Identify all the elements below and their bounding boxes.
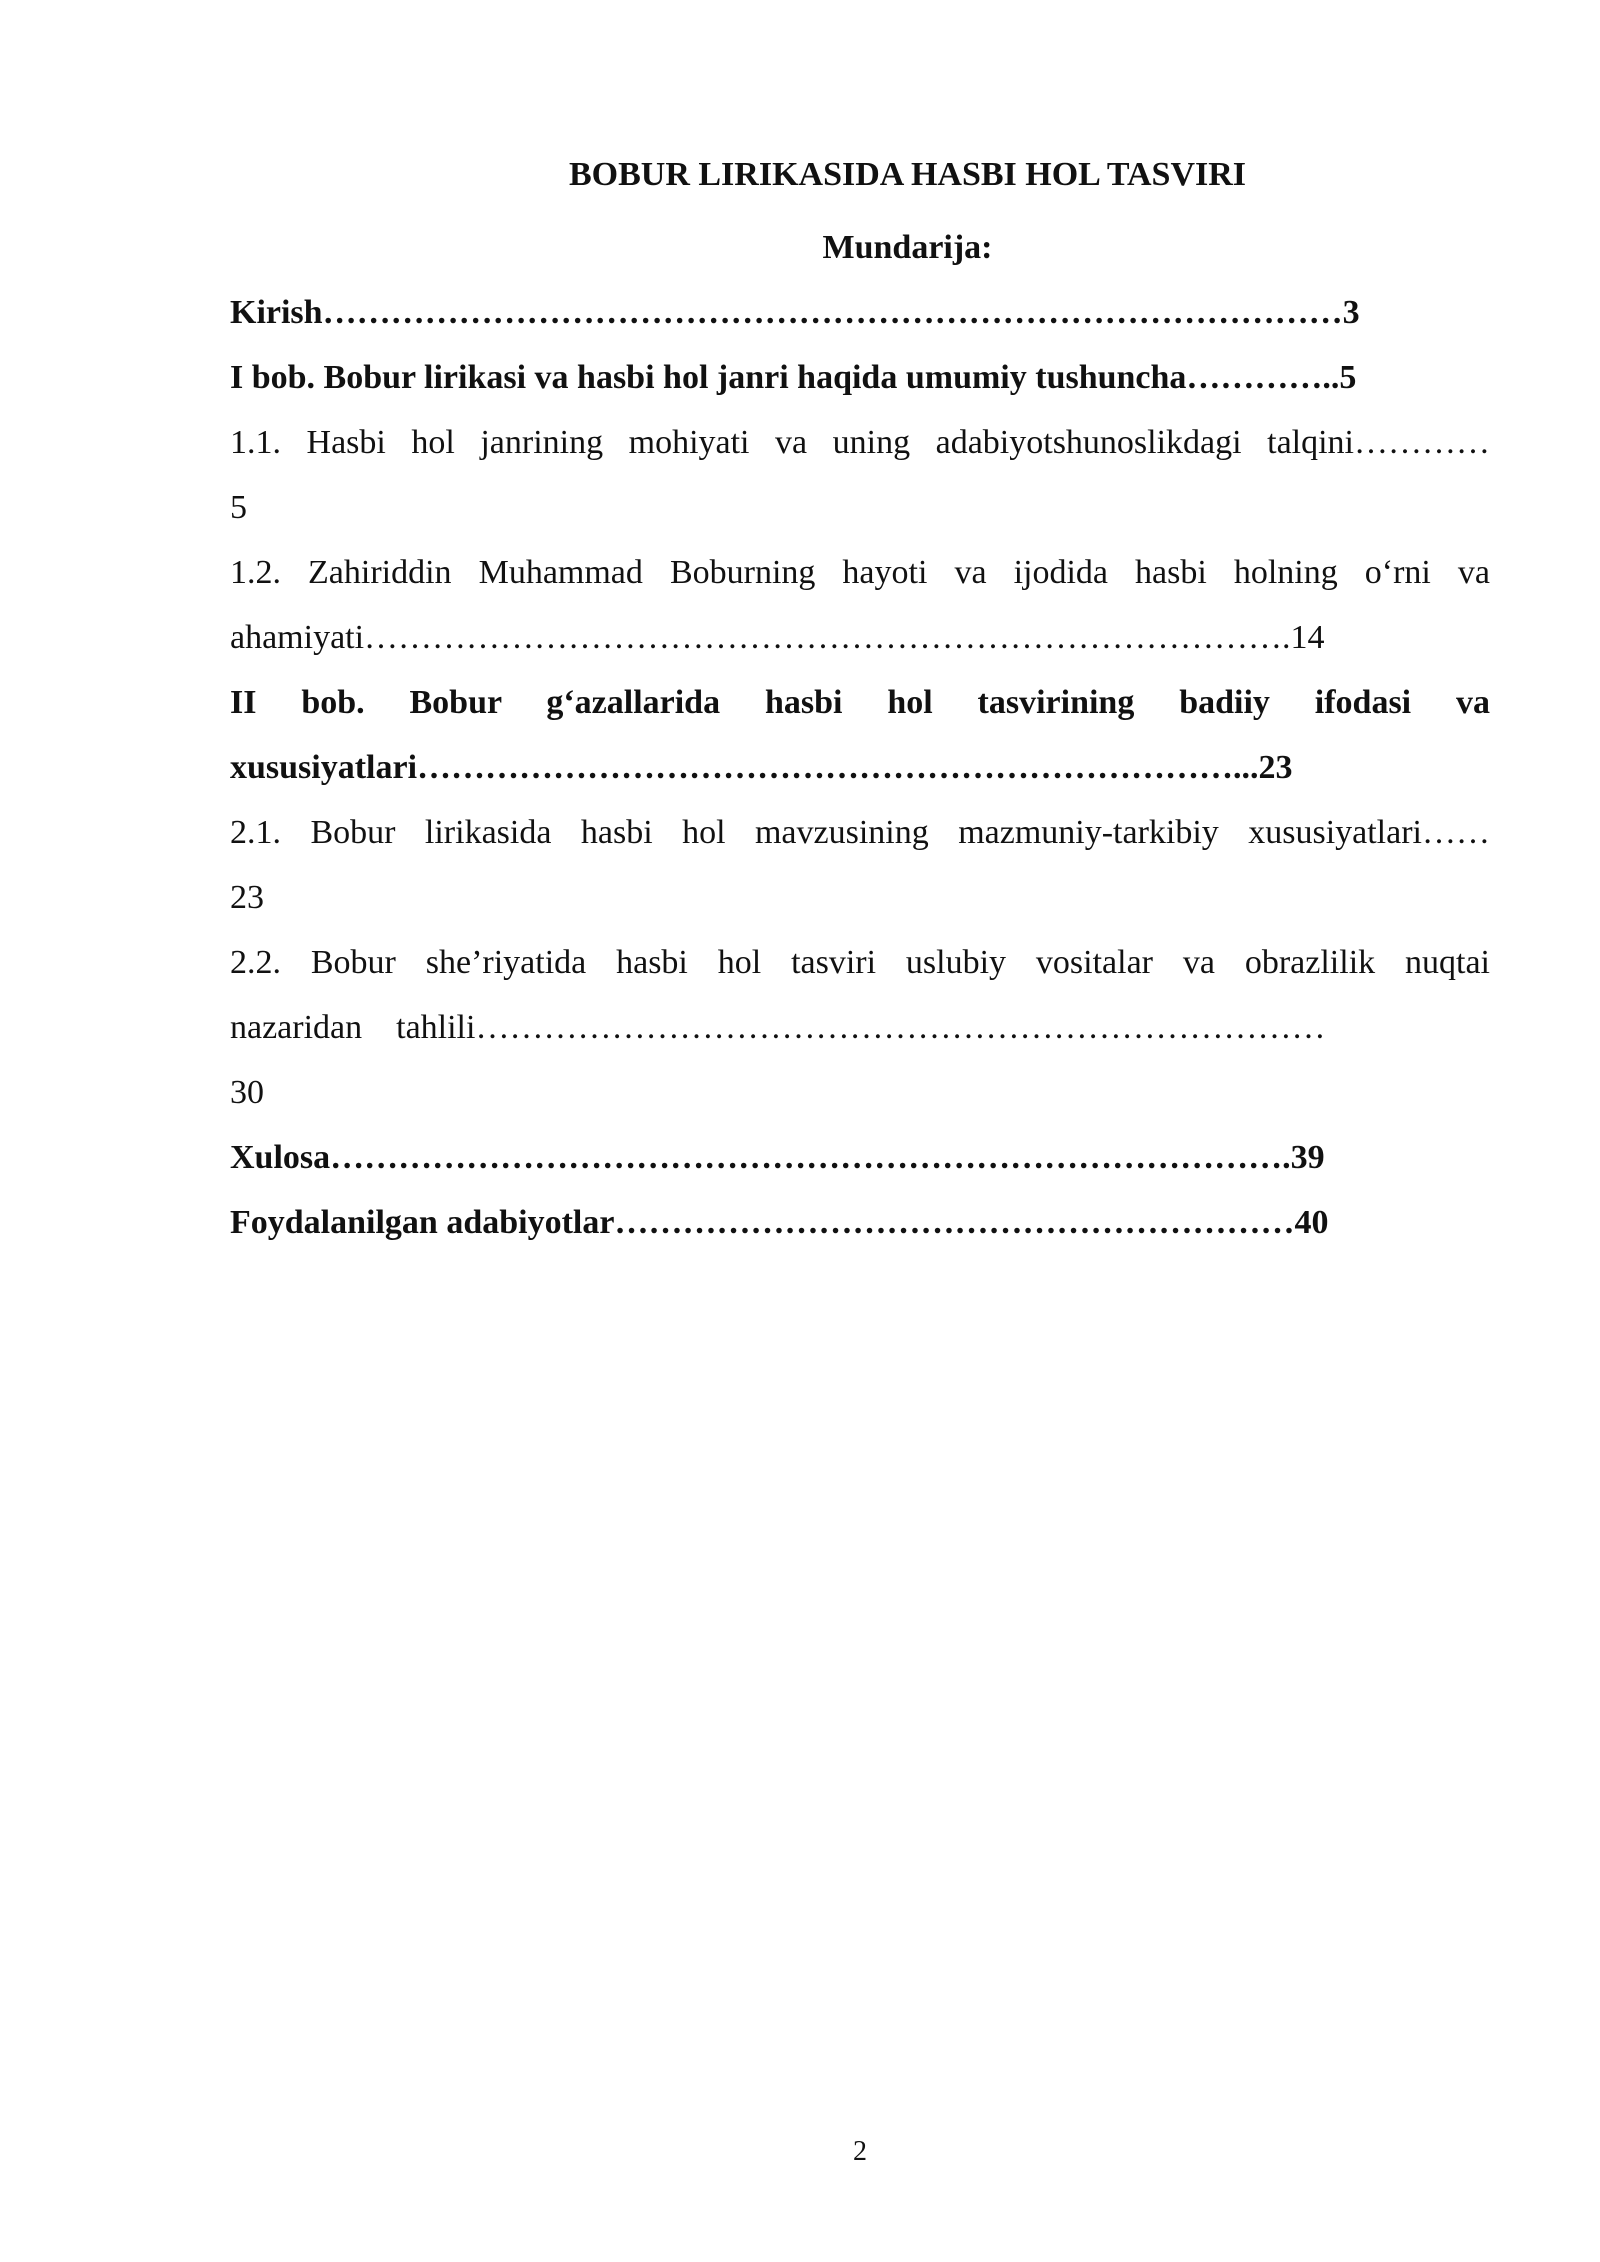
toc-line: II bob. Bobur gʻazallarida hasbi hol tasvirining badiiy ifodasi va [230,684,1490,721]
toc-line: ahamiyati……………………………………………………………………….14 [230,619,1325,656]
toc-entry-references[interactable] [230,1190,1490,1255]
toc-page-ref: 30 [230,1074,264,1111]
toc-entry-section-2-2[interactable] [230,930,1490,1125]
toc-line: 1.2. Zahiriddin Muhammad Boburning hayoti va ijodida hasbi holning oʻrni va [230,554,1490,591]
page-content [230,150,1490,1255]
toc-line: 1.1. Hasbi hol janrining mohiyati va uning adabiyotshunoslikdagi talqini………… [230,424,1490,461]
toc-line: 2.2. Bobur she’riyatida hasbi hol tasviri uslubiy vositalar va obrazlilik nuqtai [230,944,1490,981]
page-number: 2 [853,2136,867,2167]
toc-line: I bob. Bobur lirikasi va hasbi hol janri haqida umumiy tushuncha…………..5 [230,359,1357,396]
toc-entry-kirish[interactable] [230,280,1490,345]
toc-entry-section-2-1[interactable] [230,800,1490,930]
toc-line: Kirish………………………………………………………………………………3 [230,294,1360,331]
toc-page-ref: 5 [230,489,247,526]
toc-line: Foydalanilgan adabiyotlar……………………………………………………40 [230,1204,1329,1241]
toc-entry-xulosa[interactable] [230,1125,1490,1190]
toc-entry-section-1-2[interactable] [230,540,1490,670]
toc-entry-section-1-1[interactable] [230,410,1490,540]
toc-line: Xulosa………………………………………………………………………….39 [230,1139,1325,1176]
toc-page-ref: 23 [230,879,264,916]
toc-entry-chapter-2[interactable] [230,670,1490,800]
toc-line: xususiyatlari………………………………………………………………...23 [230,749,1293,786]
toc-line: 2.1. Bobur lirikasida hasbi hol mavzusining mazmuniy-tarkibiy xususiyatlari…… [230,814,1490,851]
document-title: BOBUR LIRIKASIDA HASBI HOL TASVIRI [568,156,1247,193]
toc-entry-chapter-1[interactable] [230,345,1490,410]
toc-line: nazaridan tahlili………………………………………………………………… [230,1009,1326,1046]
toc-heading: Mundarija: [822,229,993,266]
